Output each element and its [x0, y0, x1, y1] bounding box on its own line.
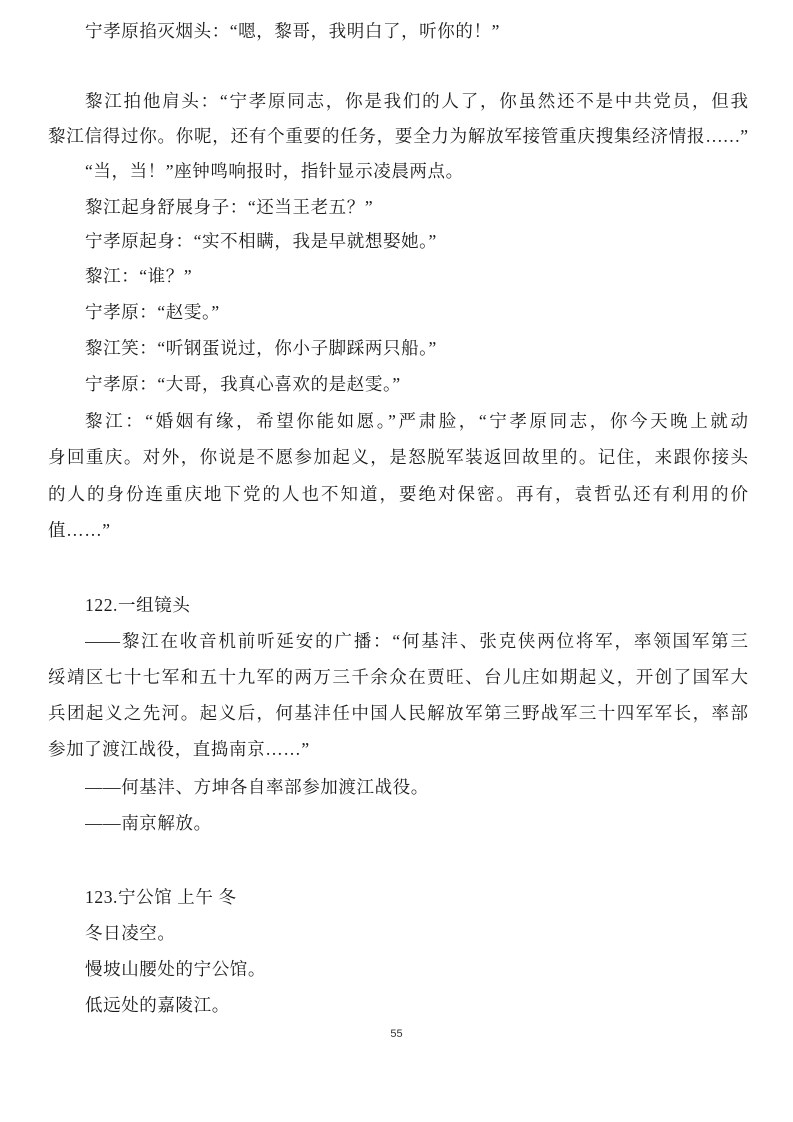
shot-line: ——南京解放。 [85, 813, 212, 833]
scene-heading: 122.一组镜头 [85, 595, 191, 615]
shot-line: ——何基沣、方坤各自率部参加渡江战役。 [85, 777, 429, 797]
page-number: 55 [390, 1028, 403, 1040]
dialogue-line: 黎江：“谁？” [85, 266, 193, 286]
dialogue-line-continued: 身回重庆。对外，你说是不愿参加起义，是怒脱军装返回故里的。记住，来跟你接头 [48, 447, 748, 467]
action-line: 低远处的嘉陵江。 [85, 995, 230, 1015]
dialogue-line: 宁孝原：“赵雯。” [85, 302, 220, 322]
dialogue-line: 黎江拍他肩头：“宁孝原同志，你是我们的人了，你虽然还不是中共党员，但我 [85, 91, 748, 111]
dialogue-line: 宁孝原：“大哥，我真心喜欢的是赵雯。” [85, 374, 401, 394]
action-line: 慢坡山腰处的宁公馆。 [85, 959, 266, 979]
dialogue-line: 宁孝原掐灭烟头：“嗯，黎哥，我明白了，听你的！” [85, 21, 500, 41]
action-line: 冬日凌空。 [85, 923, 176, 943]
dialogue-line: 宁孝原起身：“实不相瞒，我是早就想娶她。” [85, 231, 437, 251]
shot-line-continued: 兵团起义之先河。起义后，何基沣任中国人民解放军第三野战军三十四军军长，率部 [48, 703, 748, 723]
shot-line-continued: 参加了渡江战役，直捣南京……” [48, 739, 310, 759]
shot-line: ——黎江在收音机前听延安的广播：“何基沣、张克侠两位将军，率领国军第三 [85, 631, 748, 651]
scene-heading: 123.宁公馆 上午 冬 [85, 887, 237, 907]
dialogue-line-continued: 的人的身份连重庆地下党的人也不知道，要绝对保密。再有，袁哲弘还有利用的价 [48, 484, 748, 504]
dialogue-line: 黎江起身舒展身子：“还当王老五？” [85, 197, 374, 217]
shot-line-continued: 绥靖区七十七军和五十九军的两万三千余众在贾旺、台儿庄如期起义，开创了国军大 [48, 667, 748, 687]
dialogue-line-continued: 黎江信得过你。你呢，还有个重要的任务，要全力为解放军接管重庆搜集经济情报……” [48, 126, 748, 146]
dialogue-line: 黎江：“婚姻有缘，希望你能如愿。”严肃脸，“宁孝原同志，你今天晚上就动 [85, 411, 748, 431]
action-line: “当，当！”座钟鸣响报时，指针显示凌晨两点。 [85, 161, 464, 181]
dialogue-line: 黎江笑：“听钢蛋说过，你小子脚踩两只船。” [85, 338, 437, 358]
dialogue-line-continued: 值……” [48, 520, 111, 540]
